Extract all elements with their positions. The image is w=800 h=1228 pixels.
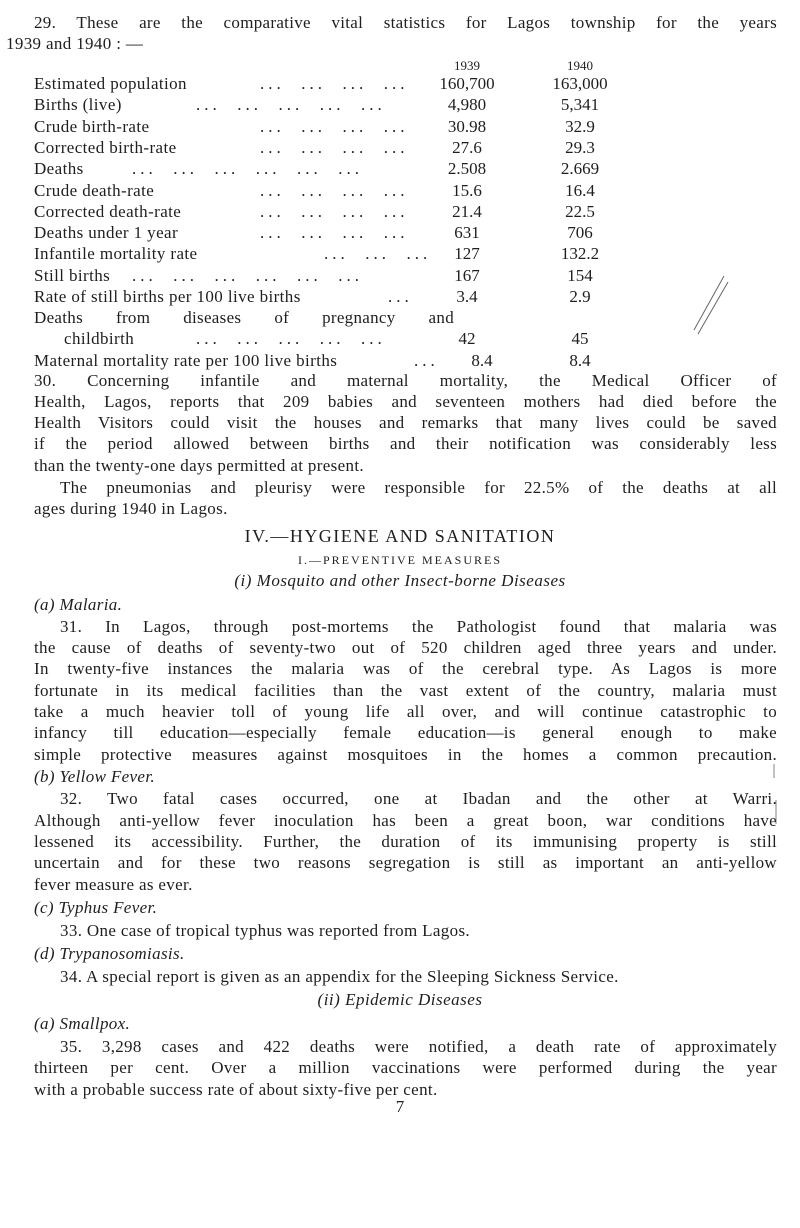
para-34: 34. A special report is given as an appendix for the Sleeping Sickness Service. xyxy=(60,967,619,986)
value-1939: 30.98 xyxy=(447,117,487,136)
page-number: 7 xyxy=(395,1097,405,1116)
leader-dots: ... ... ... ... ... xyxy=(196,329,386,348)
para-32-line: Although anti-yellow fever inoculation has been a great boon, war conditions have xyxy=(34,811,777,830)
value-1939: 4,980 xyxy=(447,95,487,114)
row-label: Infantile mortality rate xyxy=(34,244,198,263)
para-31-line: fortunate in its medical facilities than the vast extent of the country, malaria must xyxy=(34,681,777,700)
para-30-line: if the period allowed between births and their notification was considerably less xyxy=(34,434,777,453)
leader-dots: ... ... ... ... xyxy=(260,138,409,157)
leader-dots: ... ... ... ... ... ... xyxy=(132,159,363,178)
value-1939: 127 xyxy=(454,244,480,263)
value-1940: 132.2 xyxy=(560,244,600,263)
row-label: Deaths from diseases of pregnancy and xyxy=(34,308,454,327)
pneumonia-line: The pneumonias and pleurisy were responsible for 22.5% of the deaths at all xyxy=(60,478,777,497)
value-1940: 29.3 xyxy=(565,138,595,157)
year-header-1940: 1940 xyxy=(567,58,593,73)
para-30-line: 30. Concerning infantile and maternal mortality, the Medical Officer of xyxy=(34,371,777,390)
subsection-smallpox: (a) Smallpox. xyxy=(34,1014,131,1033)
row-label: Rate of still births per 100 live births xyxy=(34,287,301,306)
margin-pencil-mark xyxy=(764,760,794,830)
section-heading-hygiene: IV.—HYGIENE AND SANITATION xyxy=(244,526,556,546)
para-35-line: 35. 3,298 cases and 422 deaths were notified, a death rate of approximately xyxy=(60,1037,777,1056)
para-35-line: with a probable success rate of about sixty-five per cent. xyxy=(34,1080,438,1099)
subheading-insect-borne: (i) Mosquito and other Insect-borne Diseases xyxy=(234,571,566,590)
value-1940: 163,000 xyxy=(552,74,608,93)
row-label: Corrected birth-rate xyxy=(34,138,177,157)
para-30-line: Health, Lagos, reports that 209 babies and seventeen mothers had died before the xyxy=(34,392,777,411)
leader-dots: ... ... ... ... ... ... xyxy=(132,266,363,285)
value-1939: 42 xyxy=(458,329,476,348)
para-31-line: the cause of deaths of seventy-two out of 520 children aged three years and under. xyxy=(34,638,777,657)
value-1940: 2.669 xyxy=(560,159,600,178)
value-1940: 5,341 xyxy=(560,95,600,114)
row-label: Maternal mortality rate per 100 live births xyxy=(34,351,338,370)
row-label: Crude birth-rate xyxy=(34,117,150,136)
row-label: Deaths under 1 year xyxy=(34,223,179,242)
leader-dots: ... ... ... ... xyxy=(260,223,409,242)
value-1940: 16.4 xyxy=(565,181,595,200)
para-31-line: take a much heavier toll of young life all over, and will continue catastrophic to xyxy=(34,702,777,721)
para-33: 33. One case of tropical typhus was reported from Lagos. xyxy=(60,921,471,940)
subheading-epidemic-diseases: (ii) Epidemic Diseases xyxy=(317,990,483,1009)
value-1940: 8.4 xyxy=(569,351,591,370)
value-1939: 27.6 xyxy=(452,138,482,157)
para-31-line: simple protective measures against mosquitoes in the homes a common precaution. xyxy=(34,745,777,764)
leader-dots: ... xyxy=(388,287,413,306)
row-label: Still births xyxy=(34,266,111,285)
value-1940: 45 xyxy=(571,329,589,348)
value-1939: 8.4 xyxy=(471,351,493,370)
value-1939: 15.6 xyxy=(452,181,482,200)
subsection-yellow-fever: (b) Yellow Fever. xyxy=(34,767,155,786)
value-1939: 3.4 xyxy=(456,287,478,306)
para-32-line: uncertain and for these two reasons segregation is still as important an anti-yellow xyxy=(34,853,777,872)
value-1939: 2.508 xyxy=(447,159,487,178)
leader-dots: ... xyxy=(414,351,439,370)
row-label: Estimated population xyxy=(34,74,187,93)
value-1940: 2.9 xyxy=(569,287,591,306)
para-35-line: thirteen per cent. Over a million vaccinations were performed during the year xyxy=(34,1058,777,1077)
para-31-line: In twenty-five instances the malaria was of the cerebral type. As Lagos is more xyxy=(34,659,777,678)
leader-dots: ... ... ... ... xyxy=(260,74,409,93)
para-32-line: 32. Two fatal cases occurred, one at Ibadan and the other at Warri. xyxy=(60,789,777,808)
subsection-trypanosomiasis: (d) Trypanosomiasis. xyxy=(34,944,185,963)
value-1939: 160,700 xyxy=(439,74,495,93)
leader-dots: ... ... ... ... xyxy=(260,117,409,136)
row-label-continued: childbirth xyxy=(64,329,135,348)
subsection-typhus: (c) Typhus Fever. xyxy=(34,898,158,917)
margin-pencil-mark xyxy=(690,268,730,338)
value-1939: 631 xyxy=(454,223,480,242)
para-32-line: lessened its accessibility. Further, the duration of its immunising property is still xyxy=(34,832,777,851)
row-label: Crude death-rate xyxy=(34,181,155,200)
value-1940: 32.9 xyxy=(565,117,595,136)
value-1939: 21.4 xyxy=(452,202,482,221)
para-30-line: Health Visitors could visit the houses and remarks that many lives could be saved xyxy=(34,413,777,432)
para-31-line: infancy till education—especially female education—is general enough to make xyxy=(34,723,777,742)
value-1939: 167 xyxy=(454,266,480,285)
leader-dots: ... ... ... ... xyxy=(260,202,409,221)
subheading-preventive-measures: I.—PREVENTIVE MEASURES xyxy=(297,553,502,567)
row-label: Corrected death-rate xyxy=(34,202,182,221)
subsection-malaria: (a) Malaria. xyxy=(34,595,123,614)
value-1940: 154 xyxy=(567,266,593,285)
para-29-line-2: 1939 and 1940 : — xyxy=(6,34,144,53)
para-31-line: 31. In Lagos, through post-mortems the Pathologist found that malaria was xyxy=(60,617,777,636)
row-label: Deaths xyxy=(34,159,84,178)
row-label: Births (live) xyxy=(34,95,122,114)
para-32-line: fever measure as ever. xyxy=(34,875,193,894)
leader-dots: ... ... ... ... xyxy=(260,181,409,200)
para-29-line-1: 29. These are the comparative vital statistics for Lagos township for the years xyxy=(34,13,777,32)
value-1940: 706 xyxy=(567,223,593,242)
value-1940: 22.5 xyxy=(565,202,595,221)
para-30-line: than the twenty-one days permitted at present. xyxy=(34,456,365,475)
leader-dots: ... ... ... xyxy=(324,244,432,263)
pneumonia-line: ages during 1940 in Lagos. xyxy=(34,499,228,518)
leader-dots: ... ... ... ... ... xyxy=(196,95,386,114)
year-header-1939: 1939 xyxy=(454,58,480,73)
